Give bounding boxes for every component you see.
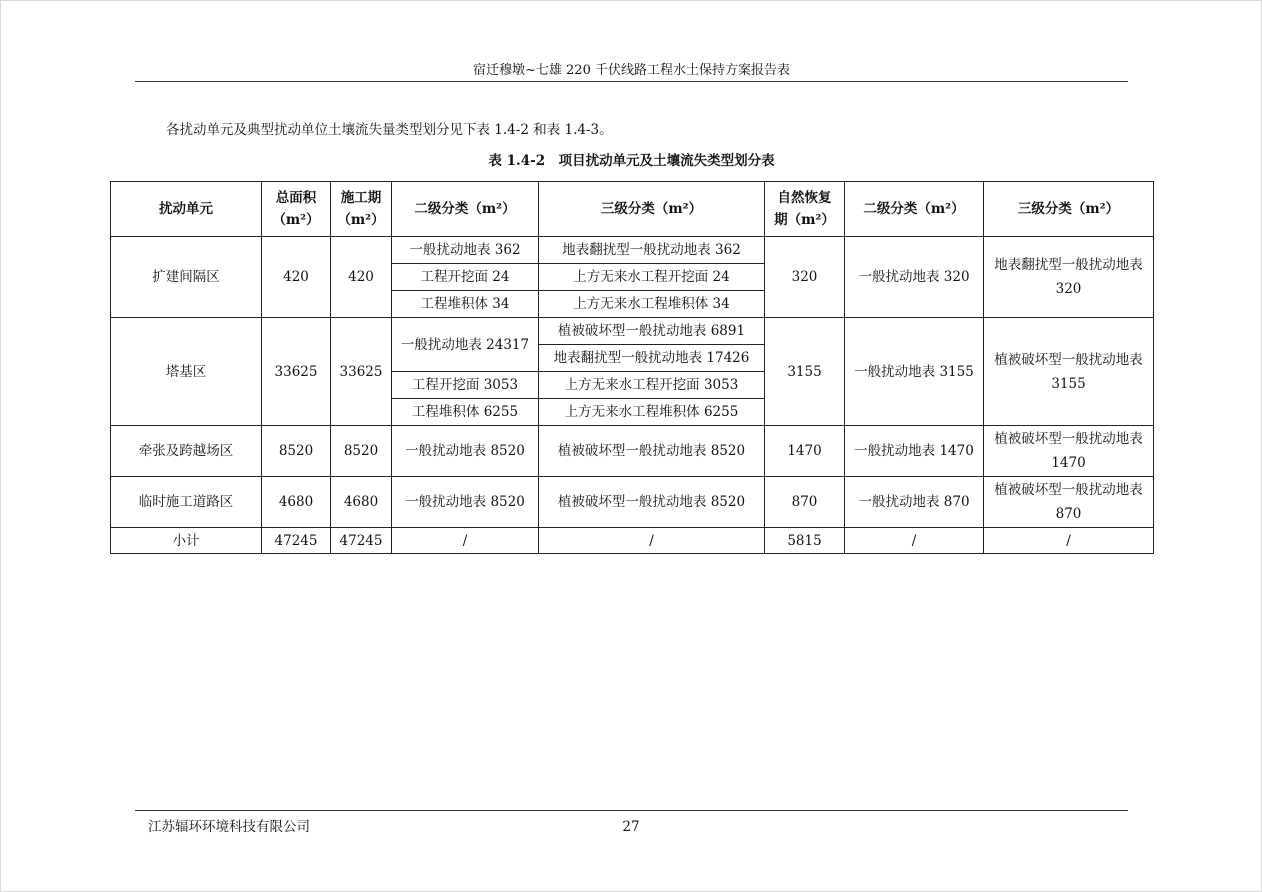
unit-cell: 扩建间隔区 <box>111 237 262 318</box>
level3-cell: 上方无来水工程开挖面 3053 <box>539 372 765 399</box>
level3-cell: 上方无来水工程堆积体 34 <box>539 291 765 318</box>
level2-cell: 一般扰动地表 24317 <box>392 318 539 372</box>
recovery-cell: 3155 <box>765 318 845 426</box>
table-row <box>111 318 1154 345</box>
intro-paragraph: 各扰动单元及典型扰动单位土壤流失量类型划分见下表 1.4-2 和表 1.4-3。 <box>166 122 613 138</box>
level2-cell: 一般扰动地表 8520 <box>392 477 539 528</box>
recovery-level3-cell: 植被破坏型一般扰动地表 3155 <box>984 318 1154 426</box>
recovery-cell: 5815 <box>765 528 845 554</box>
header-level2b: 二级分类（m²） <box>845 182 984 237</box>
total-cell: 4680 <box>262 477 331 528</box>
header-level3: 三级分类（m²） <box>539 182 765 237</box>
subtotal-row <box>111 528 1154 554</box>
level3-cell: 植被破坏型一般扰动地表 6891 <box>539 318 765 345</box>
level2-cell: 一般扰动地表 362 <box>392 237 539 264</box>
recovery-cell: 1470 <box>765 426 845 477</box>
unit-cell: 塔基区 <box>111 318 262 426</box>
table-row <box>111 426 1154 477</box>
total-cell: 33625 <box>262 318 331 426</box>
level2-cell: 一般扰动地表 8520 <box>392 426 539 477</box>
total-cell: 47245 <box>262 528 331 554</box>
level2-cell: 工程堆积体 6255 <box>392 399 539 426</box>
header-unit: 扰动单元 <box>111 182 262 237</box>
level2-cell: 工程堆积体 34 <box>392 291 539 318</box>
header-level2: 二级分类（m²） <box>392 182 539 237</box>
recovery-level3-cell: 植被破坏型一般扰动地表 1470 <box>984 426 1154 477</box>
header-recovery: 自然恢复 期（m²） <box>765 182 845 237</box>
table-row <box>111 477 1154 528</box>
level3-cell: 植被破坏型一般扰动地表 8520 <box>539 477 765 528</box>
recovery-level3-cell: / <box>984 528 1154 554</box>
page-number: 27 <box>622 819 640 835</box>
header-level3b: 三级分类（m²） <box>984 182 1154 237</box>
total-cell: 420 <box>262 237 331 318</box>
recovery-level2-cell: / <box>845 528 984 554</box>
subtotal-label: 小计 <box>111 528 262 554</box>
level3-cell: 上方无来水工程堆积体 6255 <box>539 399 765 426</box>
construction-cell: 33625 <box>331 318 392 426</box>
table-header-row <box>111 182 1154 237</box>
construction-cell: 4680 <box>331 477 392 528</box>
recovery-cell: 870 <box>765 477 845 528</box>
construction-cell: 8520 <box>331 426 392 477</box>
recovery-level2-cell: 一般扰动地表 870 <box>845 477 984 528</box>
level3-cell: 上方无来水工程开挖面 24 <box>539 264 765 291</box>
construction-cell: 47245 <box>331 528 392 554</box>
header-construction: 施工期 （m²） <box>331 182 392 237</box>
level3-cell: / <box>539 528 765 554</box>
page-header-title: 宿迁穆墩~七雄 220 千伏线路工程水土保持方案报告表 <box>473 63 790 78</box>
level2-cell: / <box>392 528 539 554</box>
level3-cell: 植被破坏型一般扰动地表 8520 <box>539 426 765 477</box>
disturbance-unit-table <box>110 181 1154 554</box>
table-row <box>111 237 1154 264</box>
recovery-level2-cell: 一般扰动地表 320 <box>845 237 984 318</box>
level2-cell: 工程开挖面 3053 <box>392 372 539 399</box>
level3-cell: 地表翻扰型一般扰动地表 362 <box>539 237 765 264</box>
footer-divider <box>135 810 1128 811</box>
header-total-area: 总面积 （m²） <box>262 182 331 237</box>
total-cell: 8520 <box>262 426 331 477</box>
recovery-level2-cell: 一般扰动地表 3155 <box>845 318 984 426</box>
header-divider <box>135 81 1128 82</box>
level3-cell: 地表翻扰型一般扰动地表 17426 <box>539 345 765 372</box>
recovery-cell: 320 <box>765 237 845 318</box>
footer-company: 江苏辐环环境科技有限公司 <box>148 819 310 835</box>
recovery-level3-cell: 植被破坏型一般扰动地表 870 <box>984 477 1154 528</box>
unit-cell: 临时施工道路区 <box>111 477 262 528</box>
unit-cell: 牵张及跨越场区 <box>111 426 262 477</box>
recovery-level3-cell: 地表翻扰型一般扰动地表 320 <box>984 237 1154 318</box>
recovery-level2-cell: 一般扰动地表 1470 <box>845 426 984 477</box>
table-caption: 表 1.4-2 项目扰动单元及土壤流失类型划分表 <box>488 153 775 169</box>
construction-cell: 420 <box>331 237 392 318</box>
level2-cell: 工程开挖面 24 <box>392 264 539 291</box>
